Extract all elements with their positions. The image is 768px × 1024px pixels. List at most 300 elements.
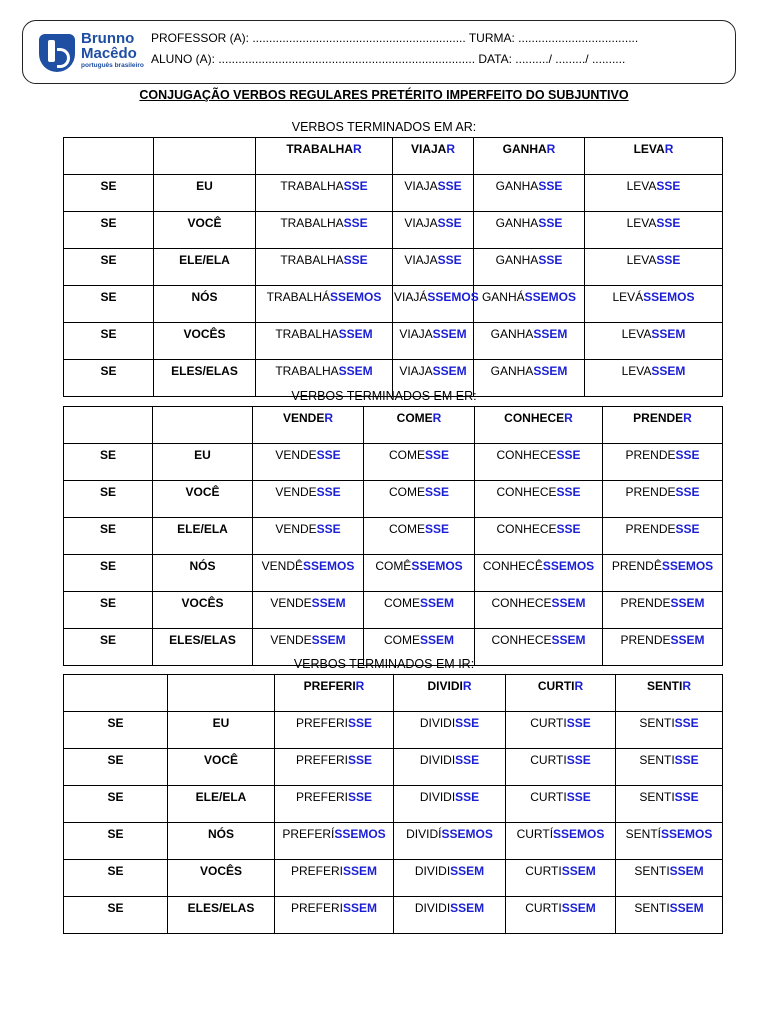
conjugation-ending: SSE [556, 485, 581, 499]
conjugation-ending: SSE [424, 485, 449, 499]
verb-stem: PREFERI [303, 679, 356, 693]
conjugation-cell [275, 786, 394, 823]
conjugation-ending: SSEM [669, 901, 704, 915]
pronoun-cell: ELE/ELA [154, 249, 256, 286]
pronoun-cell: VOCÊ [154, 212, 256, 249]
conjugation-stem: COMÊ [375, 559, 412, 573]
conjugation-stem: PRENDE [625, 522, 676, 536]
conjugation-cell [275, 860, 394, 897]
conjugation-ending: SSE [656, 179, 681, 193]
logo-name-line2: Macêdo [81, 45, 137, 62]
conjugation-ending: SSE [675, 485, 700, 499]
verb-stem: DIVIDI [427, 679, 463, 693]
table-row [64, 323, 723, 360]
logo [39, 31, 149, 75]
conjugation-ending: SSE [424, 522, 449, 536]
conjugation-ending: SSE [316, 522, 341, 536]
conjugation-ending: SSEM [669, 864, 704, 878]
conjugation-cell [603, 444, 723, 481]
table-row [64, 481, 723, 518]
conjugation-ending: SSE [656, 253, 681, 267]
table-header-row [64, 407, 723, 444]
se-cell: SE [64, 518, 153, 555]
conjugation-stem: CURTÍ [516, 827, 554, 841]
conjugation-stem: VIAJA [404, 253, 438, 267]
conjugation-cell [256, 323, 393, 360]
conjugation-ending: SSE [538, 216, 563, 230]
conjugation-cell [616, 860, 723, 897]
verb-stem: TRABALHA [286, 142, 353, 156]
conjugation-cell [393, 175, 474, 212]
conjugation-ending: SSEM [670, 633, 705, 647]
conjugation-stem: GANHÁ [481, 290, 525, 304]
verb-header-cell [394, 675, 506, 712]
conjugation-stem: PREFERI [295, 716, 348, 730]
conjugation-ending: SSE [424, 448, 449, 462]
table-row [64, 555, 723, 592]
conjugation-ending: SSEMOS [334, 827, 386, 841]
conjugation-ending: SSEM [533, 364, 568, 378]
conjugation-ending: SSE [566, 716, 591, 730]
conjugation-stem: VIAJA [399, 327, 433, 341]
conjugation-stem: SENTI [634, 864, 670, 878]
verb-ending: R [574, 679, 584, 693]
conjugation-cell [394, 897, 506, 934]
verb-header-cell [253, 407, 364, 444]
conjugation-cell [275, 823, 394, 860]
se-cell: SE [64, 897, 168, 934]
conjugation-cell [585, 249, 723, 286]
se-cell: SE [64, 481, 153, 518]
empty-header-cell [64, 138, 154, 175]
table-row [64, 249, 723, 286]
se-cell: SE [64, 323, 154, 360]
conjugation-stem: SENTI [639, 716, 675, 730]
conjugation-stem: CURTI [525, 901, 562, 915]
conjugation-stem: TRABALHA [280, 216, 344, 230]
conjugation-cell [393, 323, 474, 360]
conjugation-cell [616, 712, 723, 749]
conjugation-cell [364, 518, 475, 555]
conjugation-stem: PRENDÊ [611, 559, 662, 573]
table-header-row [64, 138, 723, 175]
conjugation-cell [585, 286, 723, 323]
se-cell: SE [64, 212, 154, 249]
conjugation-cell [393, 249, 474, 286]
conjugation-ending: SSEMOS [553, 827, 605, 841]
conjugation-cell [364, 555, 475, 592]
pronoun-cell: ELE/ELA [168, 786, 275, 823]
conjugation-stem: COME [383, 633, 420, 647]
conjugation-stem: CONHECE [491, 633, 552, 647]
conjugation-cell [474, 286, 585, 323]
conjugation-cell [394, 749, 506, 786]
conjugation-stem: SENTI [634, 901, 670, 915]
conjugation-ending: SSE [437, 216, 462, 230]
se-cell: SE [64, 175, 154, 212]
verb-ending: R [664, 142, 674, 156]
header-box [22, 20, 736, 84]
conjugation-cell [585, 175, 723, 212]
conjugation-ending: SSEM [338, 327, 373, 341]
conjugation-ending: SSEMOS [660, 827, 713, 841]
conjugation-stem: CURTI [530, 716, 567, 730]
table-row [64, 897, 723, 934]
conjugation-stem: DIVIDI [419, 716, 456, 730]
conjugation-stem: CONHECE [496, 448, 557, 462]
conjugation-ending: SSEMOS [411, 559, 463, 573]
verb-stem: VIAJA [410, 142, 447, 156]
conjugation-stem: SENTÍ [625, 827, 661, 841]
conjugation-cell [475, 444, 603, 481]
conjugation-cell [474, 249, 585, 286]
conjugation-stem: PREFERI [290, 864, 343, 878]
se-cell: SE [64, 249, 154, 286]
conjugation-ending: SSEMOS [661, 559, 714, 573]
pronoun-cell: EU [153, 444, 253, 481]
conjugation-stem: TRABALHA [275, 364, 339, 378]
conjugation-ending: SSE [674, 716, 699, 730]
conjugation-stem: COME [388, 448, 425, 462]
conjugation-ending: SSEM [670, 596, 705, 610]
conjugation-cell [275, 749, 394, 786]
conjugation-stem: LEVA [621, 364, 652, 378]
table-row [64, 518, 723, 555]
conjugation-ending: SSE [343, 216, 368, 230]
conjugation-ending: SSE [556, 522, 581, 536]
conjugation-ending: SSE [674, 753, 699, 767]
verb-stem: CONHECE [504, 411, 565, 425]
conjugation-cell [475, 592, 603, 629]
conjugation-stem: VENDE [275, 522, 317, 536]
table-row [64, 860, 723, 897]
conjugation-ending: SSE [348, 753, 373, 767]
conjugation-cell [475, 518, 603, 555]
conjugation-ending: SSEMOS [524, 290, 577, 304]
conjugation-cell [616, 823, 723, 860]
se-cell: SE [64, 592, 153, 629]
se-cell: SE [64, 360, 154, 397]
section-label-ir: VERBOS TERMINADOS EM IR: [293, 657, 475, 671]
conjugation-stem: VENDE [270, 633, 312, 647]
conjugation-stem: VIAJA [404, 179, 438, 193]
conjugation-ending: SSEM [651, 364, 686, 378]
conjugation-stem: LEVA [626, 253, 657, 267]
conjugation-ending: SSE [675, 522, 700, 536]
conjugation-stem: PREFERI [290, 901, 343, 915]
conjugation-stem: VENDE [275, 448, 317, 462]
empty-header-cell [64, 407, 153, 444]
logo-mark-icon [39, 34, 75, 72]
conjugation-ending: SSE [343, 179, 368, 193]
conjugation-stem: VENDE [275, 485, 317, 499]
verb-stem: PRENDE [633, 411, 684, 425]
conjugation-stem: COME [388, 522, 425, 536]
verb-header-cell [275, 675, 394, 712]
conjugation-stem: COME [383, 596, 420, 610]
pronoun-cell: ELE/ELA [153, 518, 253, 555]
conjugation-stem: DIVIDÍ [406, 827, 442, 841]
verb-ending: R [324, 411, 333, 425]
professor-line: PROFESSOR (A): ................................................................ TURMA: .................................... [151, 31, 639, 45]
conjugation-cell [394, 786, 506, 823]
conjugation-ending: SSEM [551, 596, 586, 610]
se-cell: SE [64, 629, 153, 666]
page-title: CONJUGAÇÃO VERBOS REGULARES PRETÉRITO IMPERFEITO DO SUBJUNTIVO [139, 88, 629, 102]
conjugation-stem: GANHA [490, 327, 534, 341]
conjugation-ending: SSE [437, 179, 462, 193]
pronoun-cell: NÓS [168, 823, 275, 860]
verb-ending: R [355, 679, 365, 693]
conjugation-cell [256, 249, 393, 286]
conjugation-ending: SSE [675, 448, 700, 462]
table-er [63, 406, 723, 666]
table-row [64, 175, 723, 212]
conjugation-cell [616, 786, 723, 823]
conjugation-stem: TRABALHA [280, 179, 344, 193]
conjugation-stem: PREFERI [295, 790, 348, 804]
verb-header-cell [585, 138, 723, 175]
conjugation-stem: CURTI [530, 753, 567, 767]
conjugation-cell [603, 481, 723, 518]
conjugation-ending: SSE [455, 716, 480, 730]
aluno-line: ALUNO (A): ............................................................................. DATA: ........../ ........./ .......... [151, 52, 626, 66]
verb-header-cell [603, 407, 723, 444]
conjugation-stem: VIAJA [404, 216, 438, 230]
conjugation-cell [256, 286, 393, 323]
conjugation-stem: LEVÁ [612, 290, 644, 304]
conjugation-stem: CONHECE [491, 596, 552, 610]
conjugation-cell [603, 518, 723, 555]
conjugation-ending: SSE [656, 216, 681, 230]
empty-header-cell [153, 407, 253, 444]
conjugation-stem: TRABALHA [275, 327, 339, 341]
conjugation-cell [616, 749, 723, 786]
conjugation-cell [474, 323, 585, 360]
conjugation-ending: SSE [556, 448, 581, 462]
conjugation-cell [506, 823, 616, 860]
conjugation-stem: GANHA [490, 364, 534, 378]
verb-stem: COME [396, 411, 433, 425]
pronoun-cell: NÓS [154, 286, 256, 323]
verb-ending: R [683, 411, 692, 425]
verb-ending: R [462, 679, 472, 693]
conjugation-cell [275, 712, 394, 749]
conjugation-stem: DIVIDI [419, 790, 456, 804]
conjugation-stem: SENTI [639, 753, 675, 767]
verb-stem: SENTI [646, 679, 683, 693]
logo-name-line1: Brunno [81, 30, 135, 47]
conjugation-cell [256, 175, 393, 212]
verb-ending: R [432, 411, 442, 425]
conjugation-cell [275, 897, 394, 934]
conjugation-stem: DIVIDI [414, 864, 451, 878]
section-label-ar: VERBOS TERMINADOS EM AR: [291, 120, 477, 134]
conjugation-ending: SSE [566, 790, 591, 804]
conjugation-stem: TRABALHÁ [266, 290, 330, 304]
conjugation-stem: LEVA [626, 179, 657, 193]
pronoun-cell: VOCÊ [153, 481, 253, 518]
conjugation-ending: SSEM [311, 633, 346, 647]
se-cell: SE [64, 823, 168, 860]
verb-ending: R [352, 142, 362, 156]
conjugation-ending: SSE [316, 485, 341, 499]
conjugation-ending: SSEM [343, 901, 378, 915]
conjugation-cell [394, 860, 506, 897]
conjugation-cell [506, 749, 616, 786]
conjugation-cell [364, 444, 475, 481]
conjugation-stem: COME [388, 485, 425, 499]
conjugation-ending: SSEM [561, 901, 596, 915]
conjugation-cell [616, 897, 723, 934]
conjugation-cell [253, 555, 364, 592]
conjugation-stem: DIVIDI [419, 753, 456, 767]
verb-header-cell [256, 138, 393, 175]
conjugation-cell [253, 592, 364, 629]
verb-ending: R [446, 142, 455, 156]
conjugation-ending: SSE [437, 253, 462, 267]
conjugation-ending: SSEM [311, 596, 346, 610]
se-cell: SE [64, 749, 168, 786]
conjugation-stem: VENDÊ [261, 559, 303, 573]
section-label-er: VERBOS TERMINADOS EM ER: [291, 389, 477, 403]
conjugation-stem: CURTI [530, 790, 567, 804]
conjugation-cell [253, 481, 364, 518]
conjugation-stem: LEVA [626, 216, 657, 230]
conjugation-stem: PREFERI [295, 753, 348, 767]
conjugation-cell [585, 323, 723, 360]
conjugation-ending: SSEM [561, 864, 596, 878]
table-ar [63, 137, 723, 397]
verb-ending: R [564, 411, 573, 425]
conjugation-stem: PRENDE [625, 485, 676, 499]
conjugation-stem: PRENDE [625, 448, 676, 462]
empty-header-cell [168, 675, 275, 712]
conjugation-ending: SSE [316, 448, 341, 462]
verb-header-cell [506, 675, 616, 712]
se-cell: SE [64, 712, 168, 749]
se-cell: SE [64, 555, 153, 592]
conjugation-cell [364, 592, 475, 629]
logo-name [81, 31, 137, 61]
conjugation-stem: PRENDE [620, 596, 671, 610]
conjugation-ending: SSEMOS [302, 559, 355, 573]
conjugation-cell [394, 823, 506, 860]
conjugation-cell [603, 592, 723, 629]
conjugation-ending: SSE [538, 179, 563, 193]
conjugation-ending: SSE [343, 253, 368, 267]
se-cell: SE [64, 786, 168, 823]
conjugation-ending: SSEMOS [427, 290, 479, 304]
pronoun-cell: ELES/ELAS [153, 629, 253, 666]
conjugation-ending: SSE [348, 716, 373, 730]
conjugation-cell [393, 286, 479, 323]
pronoun-cell: ELES/ELAS [154, 360, 256, 397]
conjugation-ending: SSEM [432, 364, 467, 378]
conjugation-cell [585, 212, 723, 249]
logo-subtitle: português brasileiro [81, 62, 144, 69]
conjugation-ending: SSEM [450, 901, 485, 915]
se-cell: SE [64, 286, 154, 323]
pronoun-cell: VOCÊS [153, 592, 253, 629]
conjugation-ending: SSEM [651, 327, 686, 341]
verb-stem: CURTI [537, 679, 575, 693]
conjugation-cell [253, 444, 364, 481]
pronoun-cell: EU [154, 175, 256, 212]
conjugation-ending: SSE [674, 790, 699, 804]
se-cell: SE [64, 444, 153, 481]
conjugation-stem: DIVIDI [414, 901, 451, 915]
conjugation-ending: SSEMOS [441, 827, 493, 841]
conjugation-ending: SSE [348, 790, 373, 804]
conjugation-cell [506, 860, 616, 897]
conjugation-ending: SSEM [551, 633, 586, 647]
conjugation-ending: SSE [538, 253, 563, 267]
table-row [64, 749, 723, 786]
conjugation-ending: SSEM [338, 364, 373, 378]
table-row [64, 286, 723, 323]
conjugation-cell [474, 212, 585, 249]
conjugation-cell [256, 212, 393, 249]
conjugation-ending: SSE [566, 753, 591, 767]
verb-ending: R [546, 142, 556, 156]
conjugation-cell [506, 712, 616, 749]
conjugation-cell [474, 175, 585, 212]
verb-stem: LEVA [633, 142, 665, 156]
conjugation-stem: TRABALHA [280, 253, 344, 267]
table-row [64, 592, 723, 629]
conjugation-cell [393, 212, 474, 249]
verb-header-cell [475, 407, 603, 444]
verb-header-cell [364, 407, 475, 444]
pronoun-cell: VOCÊ [168, 749, 275, 786]
conjugation-stem: VIAJA [399, 364, 433, 378]
table-row [64, 444, 723, 481]
conjugation-ending: SSEMOS [330, 290, 382, 304]
verb-stem: VENDE [282, 411, 325, 425]
conjugation-ending: SSEM [533, 327, 568, 341]
pronoun-cell: NÓS [153, 555, 253, 592]
conjugation-stem: SENTI [639, 790, 675, 804]
table-row [64, 212, 723, 249]
conjugation-stem: CURTI [525, 864, 562, 878]
conjugation-stem: VENDE [270, 596, 312, 610]
empty-header-cell [64, 675, 168, 712]
pronoun-cell: VOCÊS [154, 323, 256, 360]
verb-ending: R [682, 679, 691, 693]
table-row [64, 823, 723, 860]
conjugation-stem: CONHECE [496, 485, 557, 499]
empty-header-cell [154, 138, 256, 175]
conjugation-stem: LEVA [621, 327, 652, 341]
conjugation-stem: CONHECE [496, 522, 557, 536]
conjugation-stem: CONHECÊ [482, 559, 543, 573]
conjugation-stem: GANHA [495, 216, 539, 230]
pronoun-cell: EU [168, 712, 275, 749]
table-ir [63, 674, 723, 934]
conjugation-ending: SSEMOS [643, 290, 695, 304]
conjugation-cell [603, 555, 723, 592]
pronoun-cell: VOCÊS [168, 860, 275, 897]
conjugation-cell [506, 897, 616, 934]
table-row [64, 786, 723, 823]
pronoun-cell: ELES/ELAS [168, 897, 275, 934]
verb-header-cell [616, 675, 723, 712]
conjugation-ending: SSE [455, 753, 480, 767]
conjugation-ending: SSEM [450, 864, 485, 878]
conjugation-cell [253, 518, 364, 555]
conjugation-ending: SSEM [419, 596, 454, 610]
